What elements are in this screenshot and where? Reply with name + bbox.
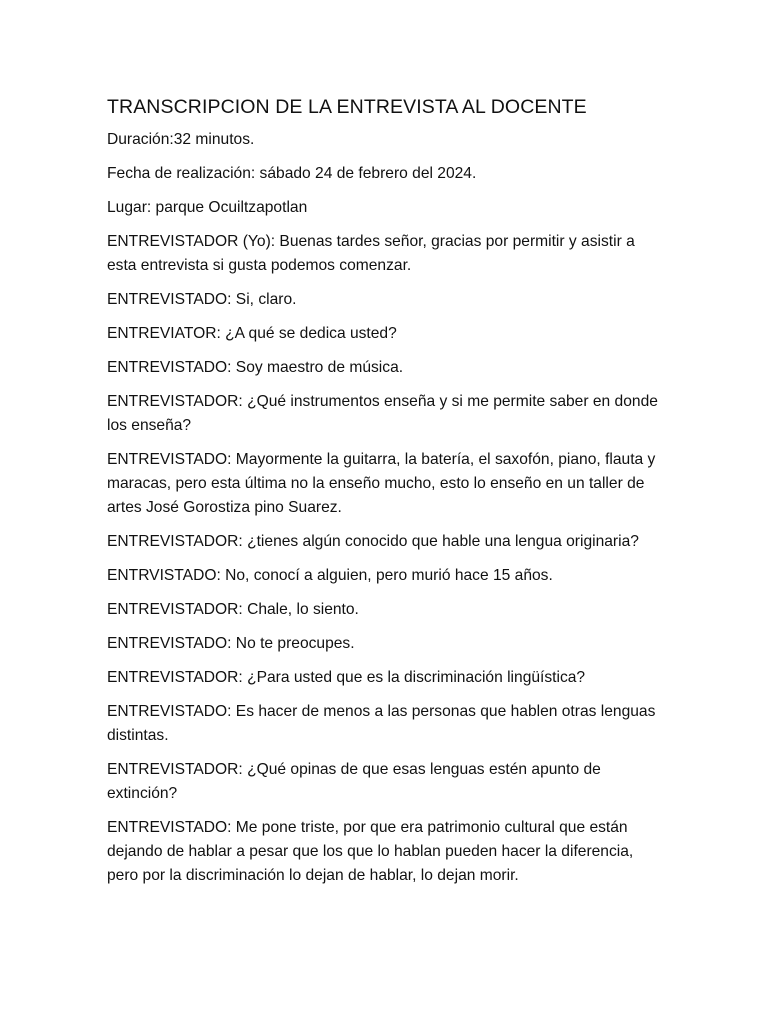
date-line: Fecha de realización: sábado 24 de febrero del 2024. xyxy=(107,165,477,182)
interview-paragraph: ENTREVISTADOR (Yo): Buenas tardes señor, gracias por permitir y asistir a esta entrevista si gusta podemos comenzar. xyxy=(107,233,635,274)
interview-paragraph: ENTREVIATOR: ¿A qué se dedica usted? xyxy=(107,325,397,342)
interview-paragraph: ENTREVISTADO: Mayormente la guitarra, la batería, el saxofón, piano, flauta y maracas, pero esta última no la enseño mucho, esto lo enseño en un taller de artes José Gorostiza pino Suarez. xyxy=(107,451,656,516)
interview-paragraph: ENTREVISTADO: Es hacer de menos a las personas que hablen otras lenguas distintas. xyxy=(107,703,656,744)
interview-paragraph: ENTREVISTADOR: ¿Qué instrumentos enseña y si me permite saber en donde los enseña? xyxy=(107,393,658,434)
interview-paragraph: ENTREVISTADOR: ¿Para usted que es la discriminación lingüística? xyxy=(107,669,586,686)
interview-paragraph: ENTREVISTADOR: ¿tienes algún conocido que hable una lengua originaria? xyxy=(107,533,639,550)
interview-paragraph: ENTREVISTADO: Me pone triste, por que era patrimonio cultural que están dejando de hablar a pesar que los que lo hablan pueden hacer la diferencia, pero por la discriminación lo dejan de hablar, lo dejan morir. xyxy=(107,819,634,884)
document-title: TRANSCRIPCION DE LA ENTREVISTA AL DOCENTE xyxy=(107,96,587,118)
interview-paragraph: ENTREVISTADO: Si, claro. xyxy=(107,291,297,308)
interview-paragraph: ENTREVISTADO: Soy maestro de música. xyxy=(107,359,404,376)
interview-paragraph: ENTREVISTADOR: Chale, lo siento. xyxy=(107,601,359,618)
interview-paragraph: ENTRVISTADO: No, conocí a alguien, pero murió hace 15 años. xyxy=(107,567,553,584)
location-line: Lugar: parque Ocuiltzapotlan xyxy=(107,199,308,216)
duration-line: Duración:32 minutos. xyxy=(107,131,255,148)
interview-paragraph: ENTREVISTADOR: ¿Qué opinas de que esas lenguas estén apunto de extinción? xyxy=(107,761,601,802)
interview-paragraph: ENTREVISTADO: No te preocupes. xyxy=(107,635,355,652)
